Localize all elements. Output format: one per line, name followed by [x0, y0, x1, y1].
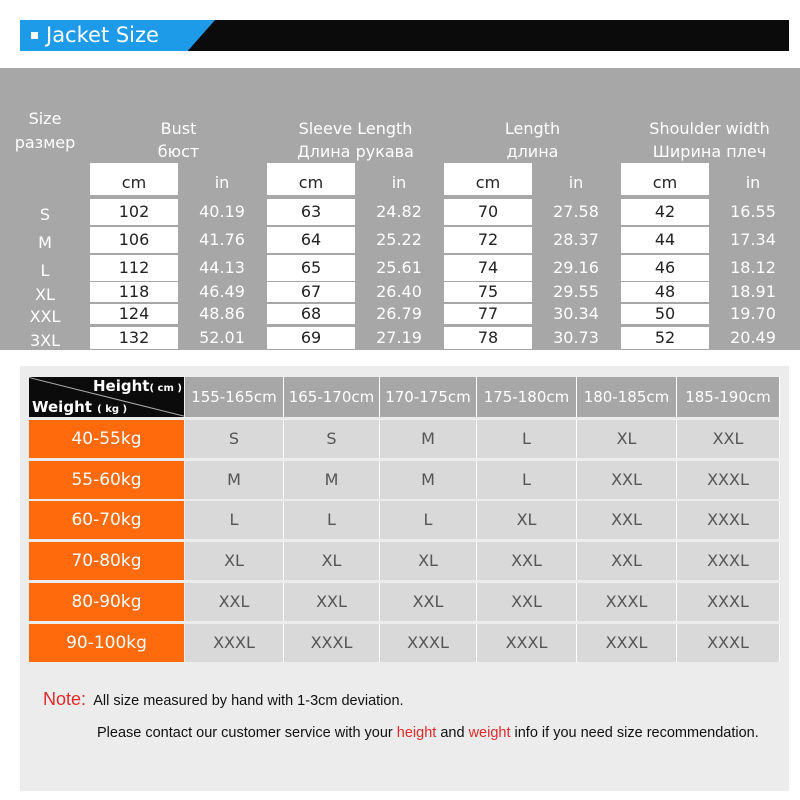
inch-value: 18.91	[730, 282, 776, 301]
column-header-en: Bust	[160, 119, 197, 138]
inch-value: 18.12	[730, 258, 776, 277]
inch-value: 26.40	[376, 282, 422, 301]
inch-value: 27.58	[553, 202, 599, 221]
inch-value: 27.19	[376, 328, 422, 347]
size-recommendation-cell: L	[185, 501, 284, 539]
inch-value: 41.76	[199, 230, 245, 249]
inch-value: 52.01	[199, 328, 245, 347]
size-recommendation-cell: M	[284, 461, 380, 499]
cm-value: 70	[477, 202, 499, 221]
inch-value: 24.82	[376, 202, 422, 221]
unit-in-label: in	[391, 173, 407, 192]
size-recommendation-cell: XXL	[577, 461, 677, 499]
height-column-header: 170-175cm	[380, 377, 477, 417]
note-line-1	[43, 689, 404, 710]
size-recommendation-cell: L	[284, 501, 380, 539]
size-recommendation-cell: XXXL	[380, 624, 477, 662]
size-recommendation-cell: XXXL	[677, 461, 780, 499]
inch-value: 46.49	[199, 282, 245, 301]
size-row-label: 3XL	[29, 331, 61, 350]
size-recommendation-cell: XXL	[477, 542, 577, 580]
size-recommendation-cell: XXL	[284, 583, 380, 621]
note-highlight-height: height	[396, 725, 437, 741]
cm-value: 77	[477, 304, 499, 323]
inch-value: 19.70	[730, 304, 776, 323]
cm-value: 112	[118, 258, 150, 277]
cm-value: 52	[654, 328, 676, 347]
column-header-ru: длина	[506, 142, 559, 161]
size-recommendation-cell: M	[380, 461, 477, 499]
inch-value: 40.19	[199, 202, 245, 221]
note-text: All size measured by hand with 1-3cm deviation.	[93, 693, 404, 709]
cm-value: 132	[118, 328, 150, 347]
column-header-en: Length	[504, 119, 561, 138]
unit-cm-label: cm	[298, 173, 324, 192]
inch-value: 30.34	[553, 304, 599, 323]
inch-value: 26.79	[376, 304, 422, 323]
column-header-ru: Ширина плеч	[652, 142, 767, 161]
unit-in-label: in	[214, 173, 230, 192]
weight-row-header: 60-70kg	[29, 501, 184, 539]
height-axis-label: Height( cm )	[93, 377, 182, 395]
page-title: Jacket Size	[46, 23, 159, 47]
weight-row-header: 80-90kg	[29, 583, 184, 621]
cm-value: 44	[654, 230, 676, 249]
grid-corner-header	[29, 377, 184, 417]
weight-row-header: 90-100kg	[29, 624, 184, 662]
inch-value: 29.55	[553, 282, 599, 301]
cm-value: 78	[477, 328, 499, 347]
inch-value: 29.16	[553, 258, 599, 277]
height-column-header: 165-170cm	[284, 377, 380, 417]
size-recommendation-cell: XXL	[677, 420, 780, 458]
column-header-en: Sleeve Length	[298, 119, 413, 138]
weight-axis-label: Weight ( kg )	[32, 398, 128, 416]
size-recommendation-cell: L	[477, 461, 577, 499]
size-recommendation-cell: XXXL	[677, 624, 780, 662]
size-recommendation-cell: M	[185, 461, 284, 499]
size-recommendation-cell: XXXL	[185, 624, 284, 662]
size-recommendation-cell: S	[185, 420, 284, 458]
cm-value: 67	[300, 282, 322, 301]
note-highlight-weight: weight	[468, 725, 511, 741]
size-recommendation-cell: XL	[284, 542, 380, 580]
weight-row-header: 70-80kg	[29, 542, 184, 580]
size-row-label: M	[38, 233, 52, 252]
inch-value: 44.13	[199, 258, 245, 277]
header-banner	[20, 20, 789, 51]
column-header-ru: бюст	[157, 142, 200, 161]
inch-value: 25.22	[376, 230, 422, 249]
inch-value: 16.55	[730, 202, 776, 221]
note-label: Note:	[43, 689, 87, 709]
cm-value: 65	[300, 258, 322, 277]
size-row-label: S	[39, 205, 51, 224]
unit-cm-label: cm	[652, 173, 678, 192]
height-column-header: 155-165cm	[185, 377, 284, 417]
size-recommendation-cell: XXL	[477, 583, 577, 621]
size-recommendation-cell: XL	[577, 420, 677, 458]
size-recommendation-cell: M	[380, 420, 477, 458]
cm-value: 124	[118, 304, 150, 323]
size-recommendation-cell: XL	[477, 501, 577, 539]
height-column-header: 185-190cm	[677, 377, 780, 417]
size-recommendation-cell: S	[284, 420, 380, 458]
size-recommendation-cell: XXXL	[577, 624, 677, 662]
cm-value: 68	[300, 304, 322, 323]
cm-value: 106	[118, 230, 150, 249]
size-recommendation-cell: XXXL	[577, 583, 677, 621]
size-recommendation-cell: XL	[380, 542, 477, 580]
size-recommendation-cell: XXL	[577, 542, 677, 580]
height-column-header: 175-180cm	[477, 377, 577, 417]
inch-value: 30.73	[553, 328, 599, 347]
unit-in-label: in	[745, 173, 761, 192]
column-header-ru: Длина рукава	[297, 142, 414, 161]
cm-value: 69	[300, 328, 322, 347]
cm-value: 118	[118, 282, 150, 301]
unit-in-label: in	[568, 173, 584, 192]
column-header-en: Shoulder width	[649, 119, 770, 138]
size-column-header-ru: размер	[14, 133, 76, 152]
height-column-header: 180-185cm	[577, 377, 677, 417]
size-column-header-en: Size	[28, 109, 62, 128]
size-recommendation-cell: L	[380, 501, 477, 539]
cm-value: 64	[300, 230, 322, 249]
size-row-label: XXL	[29, 307, 61, 326]
note-text: Please contact our customer service with your	[97, 725, 397, 741]
cm-value: 46	[654, 258, 676, 277]
size-row-label: XL	[35, 285, 55, 304]
inch-value: 17.34	[730, 230, 776, 249]
inch-value: 28.37	[553, 230, 599, 249]
cm-value: 72	[477, 230, 499, 249]
size-recommendation-cell: XXL	[380, 583, 477, 621]
unit-cm-label: cm	[121, 173, 147, 192]
cm-value: 74	[477, 258, 499, 277]
size-recommendation-cell: XXXL	[477, 624, 577, 662]
size-recommendation-cell: XXXL	[677, 542, 780, 580]
inch-value: 48.86	[199, 304, 245, 323]
size-recommendation-cell: L	[477, 420, 577, 458]
unit-cm-label: cm	[475, 173, 501, 192]
size-recommendation-cell: XXXL	[677, 501, 780, 539]
note-text: and	[436, 725, 469, 741]
cm-value: 50	[654, 304, 676, 323]
size-recommendation-cell: XXL	[577, 501, 677, 539]
cm-value: 42	[654, 202, 676, 221]
inch-value: 25.61	[376, 258, 422, 277]
weight-row-header: 55-60kg	[29, 461, 184, 499]
size-recommendation-cell: XL	[185, 542, 284, 580]
note-line-2	[97, 725, 759, 741]
cm-value: 75	[477, 282, 499, 301]
inch-value: 20.49	[730, 328, 776, 347]
size-recommendation-cell: XXL	[185, 583, 284, 621]
cm-value: 102	[118, 202, 150, 221]
size-recommendation-cell: XXXL	[284, 624, 380, 662]
cm-value: 63	[300, 202, 322, 221]
size-recommendation-cell: XXXL	[677, 583, 780, 621]
square-bullet-icon	[31, 32, 38, 39]
size-row-label: L	[40, 261, 50, 280]
weight-row-header: 40-55kg	[29, 420, 184, 458]
note-text: info if you need size recommendation.	[510, 725, 759, 741]
cm-value: 48	[654, 282, 676, 301]
